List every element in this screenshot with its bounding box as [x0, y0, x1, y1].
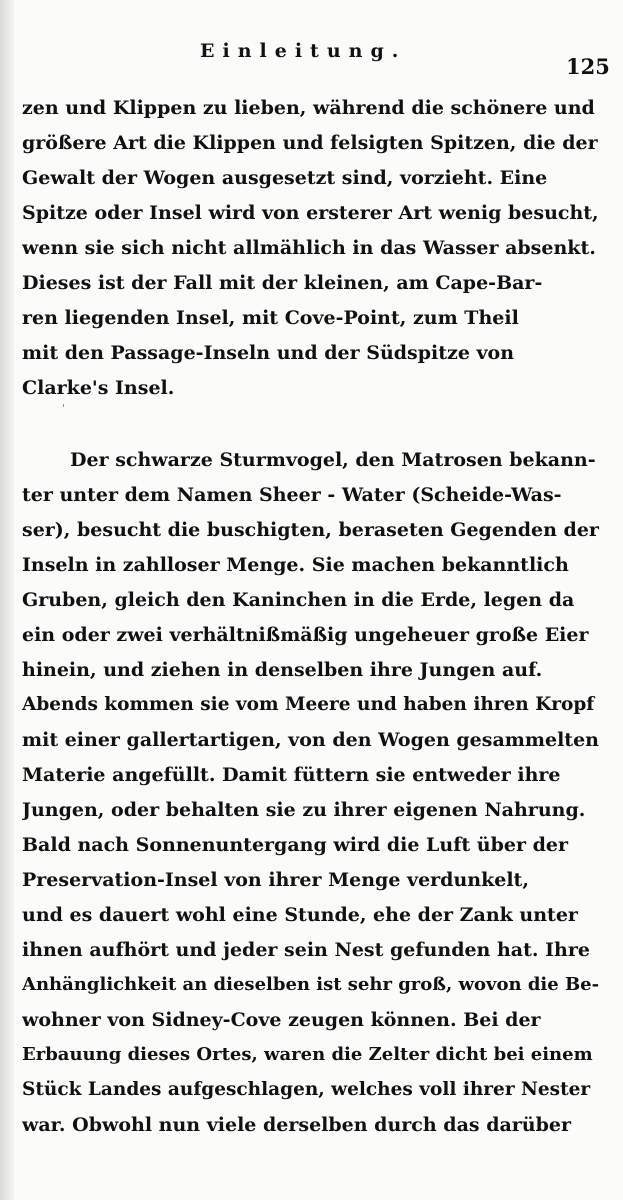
- text-line: wohner von Sidney-Cove zeugen können. Bei der: [22, 1009, 541, 1031]
- text-line: war. Obwohl nun viele derselben durch das darüber: [22, 1114, 572, 1136]
- text-line: wenn sie sich nicht allmählich in das Wasser absenkt.: [22, 237, 596, 259]
- text-line: größere Art die Klippen und felsigten Spitzen, die der: [22, 132, 598, 154]
- running-header: Einleitung.: [200, 40, 407, 62]
- page-number: 125: [566, 54, 610, 79]
- text-line: ren liegenden Insel, mit Cove-Point, zum Theil: [22, 307, 519, 329]
- text-line: Jungen, oder behalten sie zu ihrer eigenen Nahrung.: [22, 799, 586, 821]
- text-line: ihnen aufhört und jeder sein Nest gefunden hat. Ihre: [22, 939, 590, 961]
- text-line: Bald nach Sonnenuntergang wird die Luft über der: [22, 834, 568, 856]
- ink-mark: ': [62, 402, 66, 415]
- text-line: Inseln in zahlloser Menge. Sie machen bekanntlich: [22, 554, 569, 576]
- text-line: ser), besucht die buschigten, beraseten Gegenden der: [22, 519, 599, 541]
- text-line: mit den Passage-Inseln und der Südspitze von: [22, 342, 515, 364]
- text-line: Anhänglichkeit an dieselben ist sehr groß, wovon die Be-: [22, 974, 600, 995]
- text-line: Der schwarze Sturmvogel, den Matrosen bekann-: [70, 449, 596, 471]
- text-line: Dieses ist der Fall mit der kleinen, am Cape-Bar-: [22, 272, 543, 294]
- text-line: mit einer gallertartigen, von den Wogen gesammelten: [22, 729, 599, 751]
- text-line: Stück Landes aufgeschlagen, welches voll ihrer Nester: [22, 1079, 591, 1100]
- text-line: ein oder zwei verhältnißmäßig ungeheuer große Eier: [22, 624, 589, 646]
- text-line: ter unter dem Namen Sheer - Water (Scheide-Was-: [22, 484, 562, 506]
- text-line: Preservation-Insel von ihrer Menge verdunkelt,: [22, 869, 529, 891]
- text-line: Spitze oder Insel wird von ersterer Art wenig besucht,: [22, 202, 599, 224]
- text-line: und es dauert wohl eine Stunde, ehe der Zank unter: [22, 904, 578, 926]
- text-line: Gruben, gleich den Kaninchen in die Erde, legen da: [22, 589, 575, 611]
- text-line: Materie angefüllt. Damit füttern sie entweder ihre: [22, 764, 561, 786]
- text-line: Clarke's Insel.: [22, 377, 175, 399]
- page-gutter-shadow: [0, 0, 14, 1200]
- text-line: Gewalt der Wogen ausgesetzt sind, vorzieht. Eine: [22, 167, 548, 189]
- text-line: Abends kommen sie vom Meere und haben ihren Kropf: [22, 694, 595, 715]
- text-line: Erbauung dieses Ortes, waren die Zelter dicht bei einem: [22, 1044, 593, 1065]
- text-line: hinein, und ziehen in denselben ihre Jungen auf.: [22, 659, 543, 681]
- text-line: zen und Klippen zu lieben, während die schönere und: [22, 97, 595, 119]
